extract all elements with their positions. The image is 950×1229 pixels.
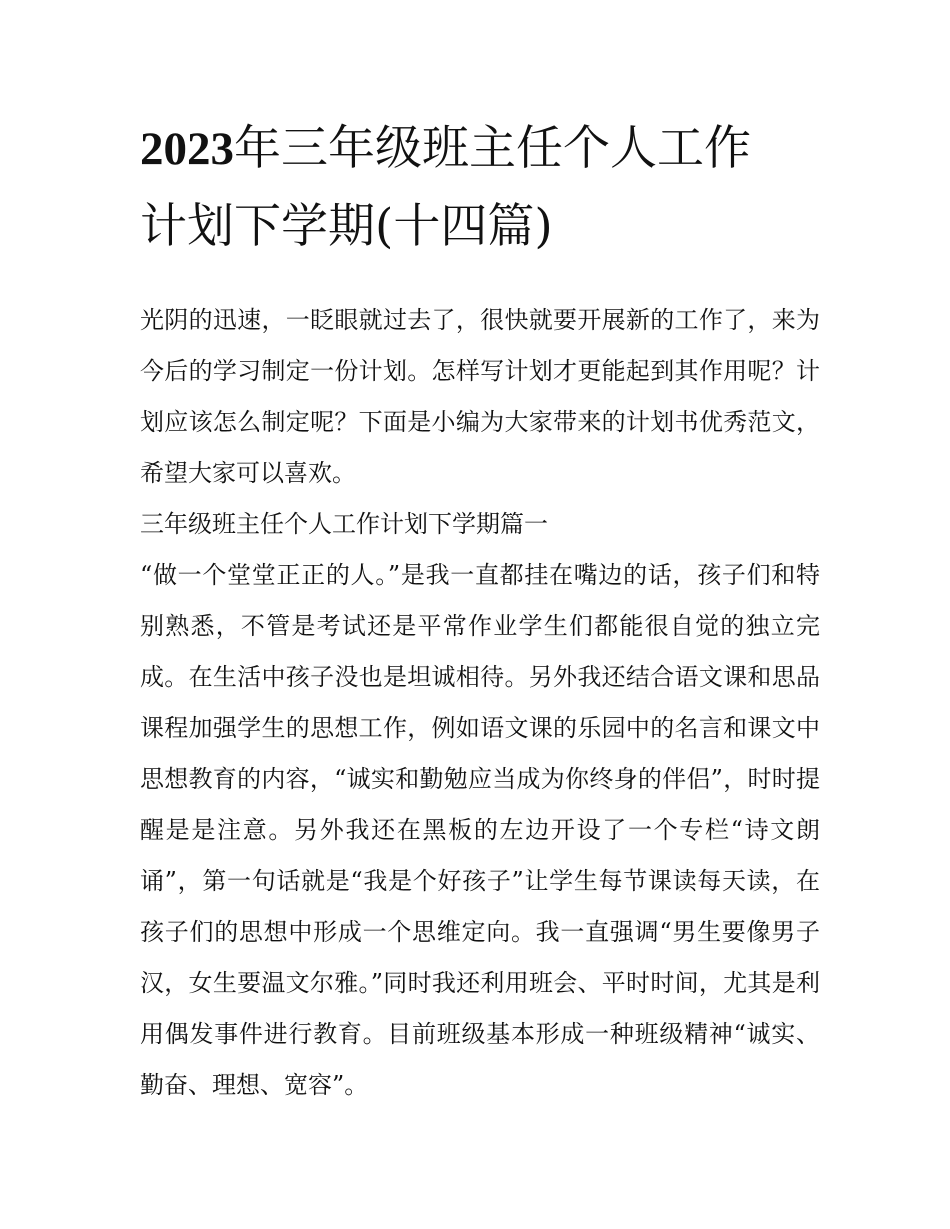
title-line-1-text: 年三年级班主任个人工作: [234, 121, 751, 176]
title-line-2: 计划下学期(十四篇): [140, 199, 553, 254]
section-paragraph: “做一个堂堂正正的人。”是我一直都挂在嘴边的话，孩子们和特别熟悉，不管是考试还是平常作业学生们都能很自觉的独立完成。在生活中孩子没也是坦诚相待。另外我还结合语文课和思品课程加强学生的思想工作，例如语文课的乐园中的名言和课文中思想教育的内容，“诚实和勤勉应当成为你终身的伴侣”，时时提醒是是注意。另外我还在黑板的左边开设了一个专栏“诗文朗诵”，第一句话就是“我是个好孩子”让学生每节课读每天读，在孩子们的思想中形成一个思维定向。我一直强调“男生要像男子汉，女生要温文尔雅。”同时我还利用班会、平时时间，尤其是利用偶发事件进行教育。目前班级基本形成一种班级精神“诚实、勤奋、理想、宽容”。: [140, 561, 820, 1099]
intro-paragraph: 光阴的迅速，一眨眼就过去了，很快就要开展新的工作了，来为今后的学习制定一份计划。怎样写计划才更能起到其作用呢？计划应该怎么制定呢？下面是小编为大家带来的计划书优秀范文，希望大家可以喜欢。: [140, 306, 820, 487]
document-title: [140, 110, 820, 265]
document-body: [140, 295, 820, 1111]
title-year: 2023: [140, 123, 234, 175]
title-line-1: [140, 110, 820, 188]
section-heading: 三年级班主任个人工作计划下学期篇一: [140, 510, 548, 538]
